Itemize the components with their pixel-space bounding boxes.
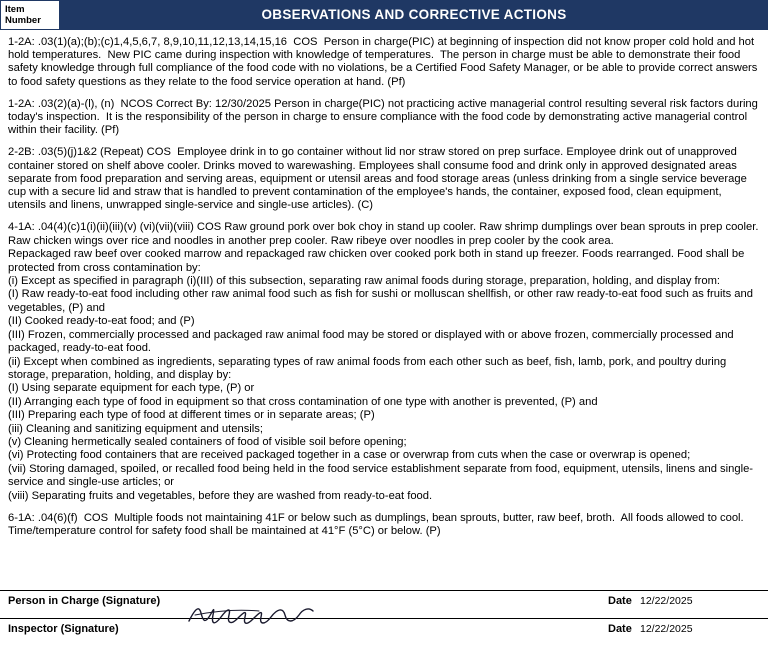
- observation-item: [8, 98, 760, 138]
- inspector-date-value: 12/22/2025: [640, 623, 693, 635]
- observation-text-line: (I) Raw ready-to-eat food including other raw animal food such as fish for sushi or molluscan shellfish, or other raw ready-to-eat food such as fruits and vegetables, (P) and: [8, 288, 753, 314]
- observation-text: 6-1A: .04(6)(f) COS Multiple foods not maintaining 41F or below such as dumplings, bean sprouts, butter, raw beef, broth. All foods allowed to cool. Time/temperature control for safety food shall be maintained at 41°F (5°C) or below. (P): [8, 511, 750, 538]
- observation-text-line: (v) Cleaning hermetically sealed containers of food of visible soil before opening;: [8, 435, 407, 448]
- observation-text-block: [8, 221, 760, 503]
- observation-text-line: (I) Using separate equipment for each type, (P) or: [8, 382, 255, 395]
- signature-section: [0, 590, 768, 646]
- observation-text-line: (i) Except as specified in paragraph (i)(III) of this subsection, separating raw animal foods during storage, preparation, holding, and display from:: [8, 275, 721, 288]
- observation-text-line: (viii) Separating fruits and vegetables, before they are washed from ready-to-eat food.: [8, 489, 433, 502]
- page-title: OBSERVATIONS AND CORRECTIVE ACTIONS: [261, 7, 567, 22]
- observation-text-line: (iii) Cleaning and sanitizing equipment and utensils;: [8, 422, 263, 435]
- observation-text-line: Repackaged raw beef over cooked marrow and repackaged raw chicken over cooked pork both in stand up freezer. Foods rearranged. Food shall be protected from cross contamination by:: [8, 248, 745, 274]
- item-number-header: [0, 0, 60, 29]
- observation-item: [8, 221, 760, 503]
- inspector-label: Inspector (Signature): [8, 623, 119, 635]
- person-in-charge-signature-row: [0, 590, 768, 618]
- person-in-charge-date-value: 12/22/2025: [640, 595, 693, 607]
- item-number-label: Item Number: [5, 4, 41, 26]
- observation-text-line: (III) Preparing each type of food at different times or in separate areas; (P): [8, 409, 375, 422]
- observations-list: [0, 30, 768, 538]
- report-header: [0, 0, 768, 30]
- observation-text-line: (vi) Protecting food containers that are received packaged together in a case or overwrap from cuts when the case or overwrap is opened;: [8, 449, 691, 462]
- inspector-signature-row: [0, 618, 768, 646]
- observation-text-line: (vii) Storing damaged, spoiled, or recalled food being held in the food service establishment separate from food, equipment, utensils, linens and single-service and single-use articles; or: [8, 462, 754, 489]
- observation-item: [8, 512, 760, 538]
- observation-text: 1-2A: .03(1)(a);(b);(c)1,4,5,6,7, 8,9,10,11,12,13,14,15,16 COS Person in charge(PIC) at beginning of inspection did not know proper cold hold and hot hold temperatures. New PIC came during inspection with knowledge of temperatures. The person in charge must be able to demonstrate their food safety knowledge through full compliance of the food code with no violations, be a Certified Food Safety Manager, or be able to provide correct answers to food safety questions as they relate to the food service operation at hand. (Pf): [8, 36, 761, 88]
- observation-text: 1-2A: .03(2)(a)-(l), (n) NCOS Correct By: 12/30/2025 Person in charge(PIC) not practicing active managerial control resulting several risk factors during today's inspection. It is the responsibility of the person in charge to ensure compliance with the food code by demonstrating active managerial control within their facility. (Pf): [8, 97, 761, 137]
- observation-text-line: (ii) Except when combined as ingredients, separating types of raw animal foods from each other such as beef, fish, lamb, pork, and poultry during storage, preparation, holding, and display by:: [8, 355, 727, 381]
- observation-text-line: (II) Arranging each type of food in equipment so that cross contamination of one type with another is prevented, (P) and: [8, 395, 598, 408]
- observation-item: [8, 36, 760, 89]
- observation-text: 2-2B: .03(5)(j)1&2 (Repeat) COS Employee drink in to go container without lid nor straw stored on prep surface. Employee drink out of unapproved container stored on shelf above cooler. Drinks moved to warewashing. Employees shall consume food and drink only in approved designated areas separate from food preparation and serving areas, equipment or utensil areas and food storage areas (unless drinking from a single service beverage cup with a secure lid and straw that is handled to prevent contamination of the employee's hands, the container, exposed food, clean equipment, utensils and linens, unwrapped single-service and single-use articles). (C): [8, 146, 750, 212]
- inspector-date-label: Date: [608, 623, 632, 635]
- observation-item: [8, 146, 760, 212]
- observation-text-line: (III) Frozen, commercially processed and packaged raw animal food may be stored or displayed with or above frozen, commercially processed and packaged, ready-to-eat food.: [8, 328, 734, 355]
- person-in-charge-label: Person in Charge (Signature): [8, 595, 161, 607]
- person-in-charge-date-label: Date: [608, 595, 632, 607]
- observation-text-line: (II) Cooked ready-to-eat food; and (P): [8, 315, 195, 328]
- observation-text-line: 4-1A: .04(4)(c)1(i)(ii)(iii)(v) (vi)(vii)(viii) COS Raw ground pork over bok choy in stand up cooler. Raw shrimp dumplings over bean sprouts in prep cooler. Raw chicken wings over rice and noodles in another prep cooler. Raw ribeye over noodles in prep cooler by the cook area.: [8, 221, 759, 247]
